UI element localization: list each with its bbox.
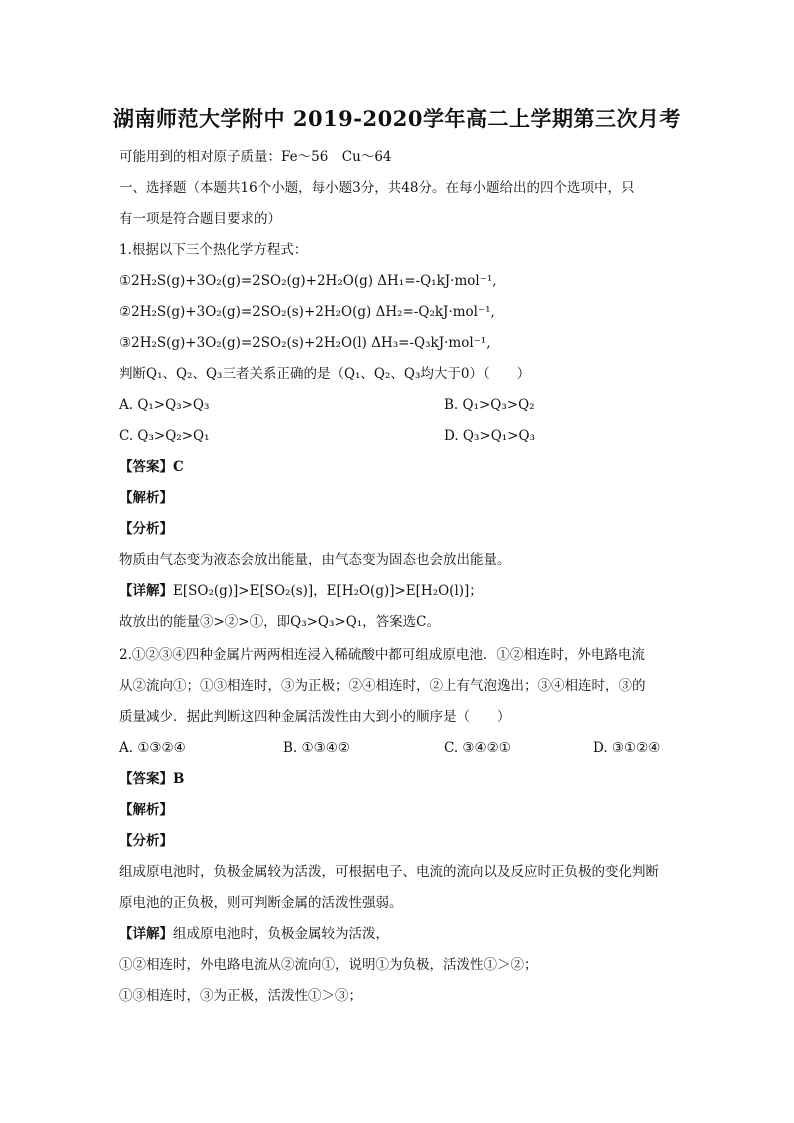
q1-detail-text: E[SO₂(g)]>E[SO₂(s)]，E[H₂O(g)]>E[H₂O(l)]； [173,583,483,599]
q1-option-a: A. Q₁>Q₃>Q₃ [119,397,210,413]
q1-answer: 【答案】C [119,459,184,475]
q2-option-d: D. ③①②④ [593,740,661,756]
q1-question: 判断Q₁、Q₂、Q₃三者关系正确的是（Q₁、Q₂、Q₃均大于0）（ ） [119,366,531,382]
q2-stem-line-1: 2.①②③④四种金属片两两相连浸入稀硫酸中都可组成原电池．①②相连时，外电路电流 [119,647,645,663]
q2-stem-line-3: 质量减少．据此判断这四种金属活泼性由大到小的顺序是（ ） [119,709,511,725]
q1-fenxi-text: 物质由气态变为液态会放出能量，由气态变为固态也会放出能量。 [119,552,511,568]
q1-option-d: D. Q₃>Q₁>Q₃ [444,428,535,444]
q1-conclusion: 故放出的能量③>②>①，即Q₃>Q₃>Q₁，答案选C。 [119,614,441,630]
q1-analysis-heading: 【解析】 [119,490,173,506]
page-title: 湖南师范大学附中 2019-2020学年高二上学期第三次月考 [113,106,681,131]
q2-fenxi-line-2: 原电池的正负极，则可判断金属的活泼性强弱。 [119,895,403,911]
q1-stem: 1.根据以下三个热化学方程式： [119,242,308,258]
q1-detail [119,581,483,601]
q2-option-a: A. ①③②④ [119,740,186,756]
q1-equation-1: ①2H₂S(g)+3O₂(g)=2SO₂(g)+2H₂O(g) ΔH₁=-Q₁kJ·mol⁻¹, [119,273,497,289]
q2-detail-line-2: ①③相连时，③为正极，活泼性①＞③； [119,988,362,1004]
q1-option-b: B. Q₁>Q₃>Q₂ [444,397,535,413]
q2-detail-text: 组成原电池时，负极金属较为活泼， [173,926,389,942]
q2-fenxi-heading: 【分析】 [119,833,173,849]
atomic-mass-note: 可能用到的相对原子质量：Fe～56 Cu～64 [119,149,392,165]
q2-analysis-heading: 【解析】 [119,802,173,818]
q2-detail-label: 【详解】 [119,926,173,942]
q1-equation-3: ③2H₂S(g)+3O₂(g)=2SO₂(s)+2H₂O(l) ΔH₃=-Q₃kJ·mol⁻¹, [119,335,491,351]
q2-fenxi-line-1: 组成原电池时，负极金属较为活泼，可根据电子、电流的流向以及反应时正负极的变化判断 [119,864,659,880]
q2-stem-line-2: 从②流向①；①③相连时，③为正极；②④相连时，②上有气泡逸出；③④相连时，③的 [119,678,646,694]
q1-fenxi-heading: 【分析】 [119,521,173,537]
section-intro-line-2: 有一项是符合题目要求的） [119,211,281,227]
q2-option-b: B. ①③④② [283,740,350,756]
q2-detail-line-1: ①②相连时，外电路电流从②流向①，说明①为负极，活泼性①＞②； [119,957,538,973]
q1-equation-2: ②2H₂S(g)+3O₂(g)=2SO₂(s)+2H₂O(g) ΔH₂=-Q₂kJ·mol⁻¹, [119,304,495,320]
q2-detail [119,924,389,944]
q2-answer: 【答案】B [119,771,185,787]
q2-option-c: C. ③④②① [444,740,511,756]
section-intro-line-1: 一、选择题（本题共16个小题，每小题3分，共48分。在每小题给出的四个选项中，只 [119,180,635,196]
q1-option-c: C. Q₃>Q₂>Q₁ [119,428,210,444]
q1-detail-label: 【详解】 [119,583,173,599]
